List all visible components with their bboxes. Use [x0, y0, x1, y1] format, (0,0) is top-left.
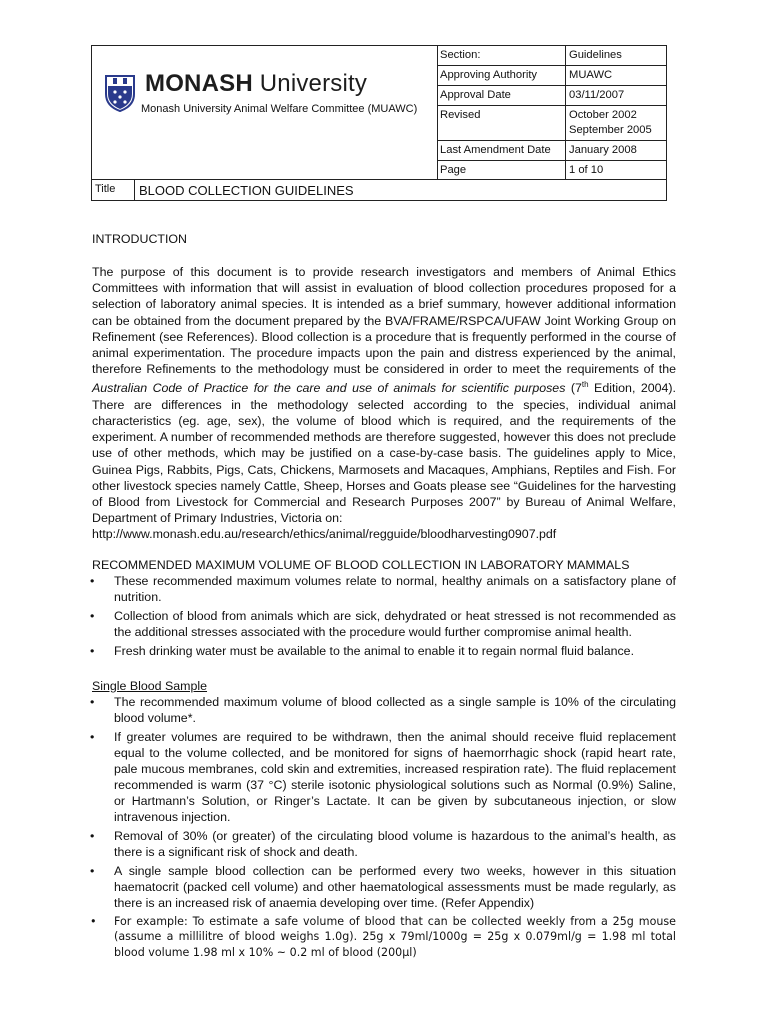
document-meta-table [437, 46, 666, 180]
monash-crest-icon [104, 74, 136, 112]
list-item: • A single sample blood collection can be performed every two weeks, however in this situation haematocrit (packed cell volume) and other haematological assessments must be made regularly, as there is an increased risk of anaemia developing over time. (Refer Appendix) [90, 863, 676, 910]
list-item: • The recommended maximum volume of blood collected as a single sample is 10% of the circulating blood volume*. [90, 694, 676, 725]
meta-row: Last Amendment Date January 2008 [437, 141, 666, 161]
list-item: • If greater volumes are required to be withdrawn, then the animal should receive fluid replacement equal to the volume collected, and be monitored for signs of haemorrhagic shock (rapid heart rate, pale mucous membranes, cold skin and extremities, increased respiration rate). The fluid replacement recommended is warm (37 °C) sterile isotonic physiological solutions such as Normal (0.9%) Saline, or Hartmann’s Solution, or Ringer’s Lactate. It can be given by subcutaneous injection, or slow intravenous injection. [90, 729, 676, 824]
committee-name: Monash University Animal Welfare Committee (MUAWC) [141, 103, 418, 115]
document-title: BLOOD COLLECTION GUIDELINES [139, 183, 354, 198]
list-item: • Collection of blood from animals which are sick, dehydrated or heat stressed is not recommended as the additional stresses associated with the procedure would further compromise animal health. [90, 608, 676, 639]
recommended-heading: RECOMMENDED MAXIMUM VOLUME OF BLOOD COLLECTION IN LABORATORY MAMMALS [92, 557, 630, 572]
list-item: • Fresh drinking water must be available to the animal to enable it to regain normal fluid balance. [90, 643, 635, 658]
recommended-list [92, 573, 676, 659]
logo-cell [92, 46, 438, 179]
introduction-paragraph: The purpose of this document is to provide research investigators and members of Animal Ethics Committees with information that will assist in evaluation of blood collection procedures proposed for a selection of laboratory animal species. It is intended as a brief summary, however additional information can be obtained from the document prepared by the BVA/FRAME/RSPCA/UFAW Joint Working Group on Refinement (see References). Blood collection is a procedure that is frequently performed in the course of animal experimentation. The procedure impacts upon the pain and distress experienced by the animal, therefore Refinements to the methodology must be considered in order to meet the requirements of the Australian Code of Practice for the care and use of animals for scientific purposes (7th Edition, 2004). There are differences in the methodology selected according to the species, individual animal characteristics (eg. age, sex), the volume of blood which is required, and the requirements of the experiment. A number of recommended methods are therefore suggested, however this does not preclude use of other methods, which may be justified on a case-by-case basis. The guidelines apply to Mice, Guinea Pigs, Rabbits, Pigs, Cats, Chickens, Marmosets and Macaques, Amphians, Reptiles and Fish. For other livestock species namely Cattle, Sheep, Horses and Goats please see “Guidelines for the harvesting of Blood from Livestock for Commercial and Research Purposes 2007” by Bureau of Animal Welfare, Department of Primary Industries, Victoria on: http://www.monash.edu.au/research/ethics/animal/regguide/bloodharvesting0907.pdf [92, 265, 676, 542]
list-item: • For example: To estimate a safe volume of blood that can be collected weekly from a 25g mouse (assume a millilitre of blood weighs 1.0g). 25g x 79ml/1000g = 25g x 0.079ml/g = 1.98 ml total blood volume 1.98 ml x 10% ~ 0.2 ml of blood (200µl) [90, 914, 676, 959]
monash-wordmark: MONASH University [145, 70, 368, 97]
single-sample-heading: Single Blood Sample [92, 678, 208, 693]
document-header [91, 45, 667, 201]
single-sample-list [92, 694, 676, 961]
meta-row: Approving Authority MUAWC [437, 66, 666, 86]
title-row [92, 179, 666, 201]
introduction-heading: INTRODUCTION [92, 232, 187, 246]
guidelines-url: http://www.monash.edu.au/research/ethics/animal/regguide/bloodharvesting0907.pdf [92, 527, 557, 542]
list-item: • These recommended maximum volumes relate to normal, healthy animals on a satisfactory plane of nutrition. [90, 573, 676, 604]
meta-row: Approval Date 03/11/2007 [437, 86, 666, 106]
title-label: Title [92, 180, 135, 201]
document-body [92, 231, 676, 963]
meta-row: Revised October 2002 September 2005 [437, 106, 666, 141]
meta-row: Page 1 of 10 [437, 161, 666, 181]
list-item: • Removal of 30% (or greater) of the circulating blood volume is hazardous to the animal’s health, as there is a significant risk of shock and death. [90, 828, 676, 859]
meta-row: Section: Guidelines [437, 46, 666, 66]
